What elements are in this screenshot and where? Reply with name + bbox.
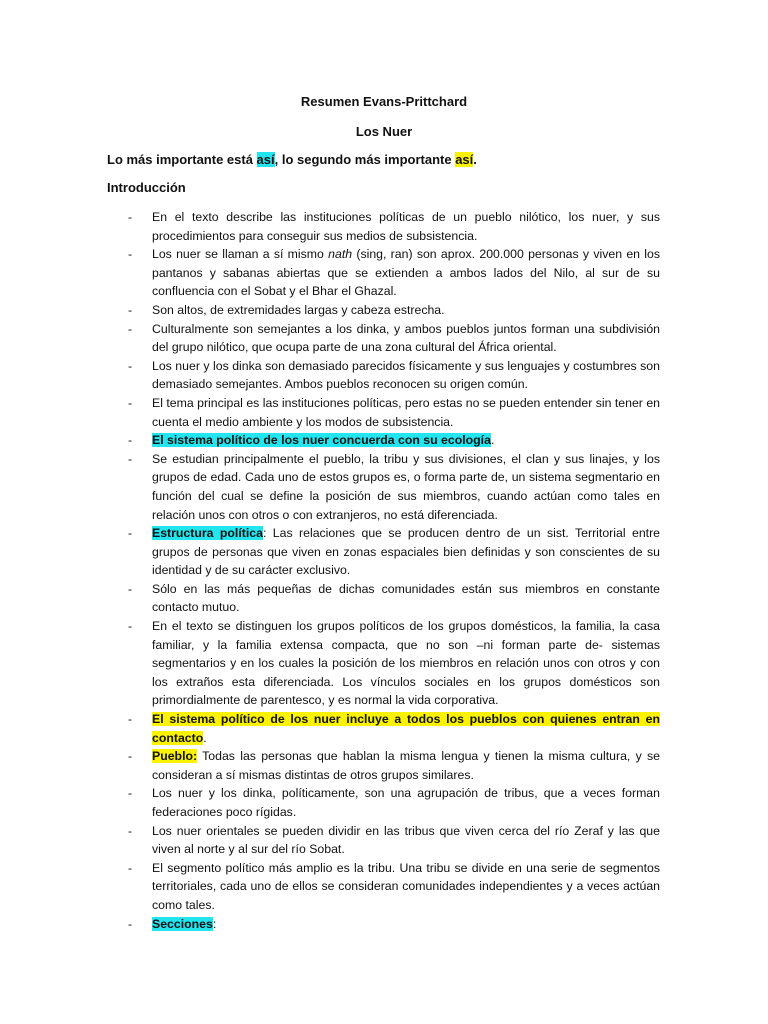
bullet-dash: - <box>128 619 133 634</box>
bullet-dash: - <box>128 358 133 373</box>
legend-middle: , lo segundo más importante <box>274 152 456 167</box>
bullet-text: Culturalmente son semejantes a los dinka, y ambos pueblos juntos forman una subdivisión del grupo nilótico, que ocupa parte de una zona cultural del África oriental. <box>152 321 660 355</box>
list-item <box>0 320 768 357</box>
list-item <box>0 357 768 394</box>
bullet-dash: - <box>128 749 133 764</box>
bullet-text: Son altos, de extremidades largas y cabeza estrecha. <box>152 302 445 317</box>
list-item <box>0 822 768 859</box>
importance-legend <box>107 152 477 167</box>
bullet-dash: - <box>128 526 133 541</box>
list-item <box>0 431 768 450</box>
bullet-text-continued: Todas las personas que hablan la misma lengua y tienen la misma cultura, y se consideran a sí mismas distintas de otros grupos similares. <box>152 749 660 782</box>
bullet-highlight-secondary: Pueblo: <box>152 749 198 764</box>
bullet-text-continued: : Las relaciones que se producen dentro de un sist. Territorial entre grupos de personas que viven en zonas espaciales bien definidas y son conscientes de su identidad y de su carácter exclusivo. <box>152 526 661 578</box>
bullet-text: Sólo en las más pequeñas de dichas comunidades están sus miembros en constante contacto mutuo. <box>152 581 660 615</box>
bullet-highlight-secondary: El sistema político de los nuer incluye a todos los pueblos con quienes entran en contacto <box>152 712 660 745</box>
list-item <box>0 580 768 617</box>
bullet-dash: - <box>128 321 133 336</box>
list-item <box>0 394 768 431</box>
bullet-dash: - <box>128 433 133 448</box>
bullet-text-continued: . <box>203 730 207 745</box>
list-item <box>0 617 768 710</box>
bullet-text: El tema principal es las instituciones políticas, pero estas no se pueden entender sin tener en cuenta el medio ambiente y los modos de subsistencia. <box>152 395 660 429</box>
bullet-dash: - <box>128 860 133 875</box>
bullet-text: Se estudian principalmente el pueblo, la tribu y sus divisiones, el clan y sus linajes, y los grupos de edad. Cada uno de estos grupos es, o forma parte de, un sistema segmentario en función del cual se define la posición de sus miembros, cuando actúan como tales en relación unos con otros o con extranjeros, no está diferenciada. <box>152 451 660 522</box>
section-heading-introduccion: Introducción <box>107 180 186 195</box>
document-title: Resumen Evans-Prittchard <box>300 94 468 109</box>
bullet-text-continued: : <box>212 916 217 931</box>
bullet-dash: - <box>128 247 133 262</box>
bullet-text: Los nuer orientales se pueden dividir en las tribus que viven cerca del río Zeraf y las que viven al norte y al sur del río Sobat. <box>152 823 660 857</box>
bullet-dash: - <box>128 823 133 838</box>
list-item <box>0 747 768 784</box>
bullet-dash: - <box>128 712 133 727</box>
list-item <box>0 710 768 747</box>
legend-primary-highlight: así <box>256 152 275 167</box>
list-item <box>0 208 768 245</box>
list-item <box>0 450 768 524</box>
bullet-list <box>0 208 768 933</box>
bullet-dash: - <box>128 302 133 317</box>
list-item <box>0 784 768 821</box>
bullet-dash: - <box>128 581 133 596</box>
list-item <box>0 301 768 320</box>
bullet-text: Los nuer y los dinka son demasiado parecidos físicamente y sus lenguajes y costumbres son demasiado semejantes. Ambos pueblos reconocen su origen común. <box>152 358 660 392</box>
bullet-text-continued: (sing, ran) son aprox. 200.000 personas y viven en los pantanos y sabanas abiertas que se extienden a ambos lados del Nilo, al sur de su confluencia con el Sobat y el Bhar el Ghazal. <box>152 247 660 299</box>
bullet-text: Los nuer se llaman a sí mismo <box>152 247 329 262</box>
bullet-text: En el texto describe las instituciones políticas de un pueblo nilótico, los nuer, y sus procedimientos para conseguir sus medios de subsistencia. <box>152 210 660 243</box>
bullet-text-continued: . <box>490 433 495 448</box>
bullet-text: Los nuer y los dinka, políticamente, son una agrupación de tribus, que a veces forman federaciones poco rígidas. <box>152 786 660 819</box>
bullet-italic-term: nath <box>328 247 353 262</box>
list-item <box>0 524 768 580</box>
list-item <box>0 915 768 934</box>
bullet-dash: - <box>128 786 133 801</box>
bullet-highlight-primary: Estructura política <box>152 526 263 541</box>
list-item <box>0 859 768 915</box>
bullet-text: El segmento político más amplio es la tribu. Una tribu se divide en una serie de segmentos territoriales, cada uno de ellos se consideran comunidades independientes y a veces actúan como tales. <box>152 860 660 912</box>
bullet-highlight-primary: Secciones <box>152 916 213 931</box>
legend-secondary-highlight: así <box>455 152 474 167</box>
bullet-text: En el texto se distinguen los grupos políticos de los grupos domésticos, la familia, la casa familiar, y la familia extensa compacta, que no son –ni forman parte de- sistemas segmentarios y en los cuales la posición de los miembros en relación unos con otros y con los extraños esta diferenciada. Los vínculos sociales en los grupos domésticos son primordialmente de parentesco, y es normal la vida corporativa. <box>152 619 660 708</box>
bullet-dash: - <box>128 210 133 224</box>
bullet-dash: - <box>128 916 133 931</box>
bullet-dash: - <box>128 395 133 410</box>
bullet-highlight-primary: El sistema político de los nuer concuerda con su ecología <box>152 433 491 448</box>
list-item <box>0 245 768 301</box>
document-subtitle: Los Nuer <box>355 124 413 139</box>
legend-prefix: Lo más importante está <box>107 152 257 167</box>
bullet-dash: - <box>128 451 133 466</box>
legend-suffix: . <box>473 152 477 167</box>
